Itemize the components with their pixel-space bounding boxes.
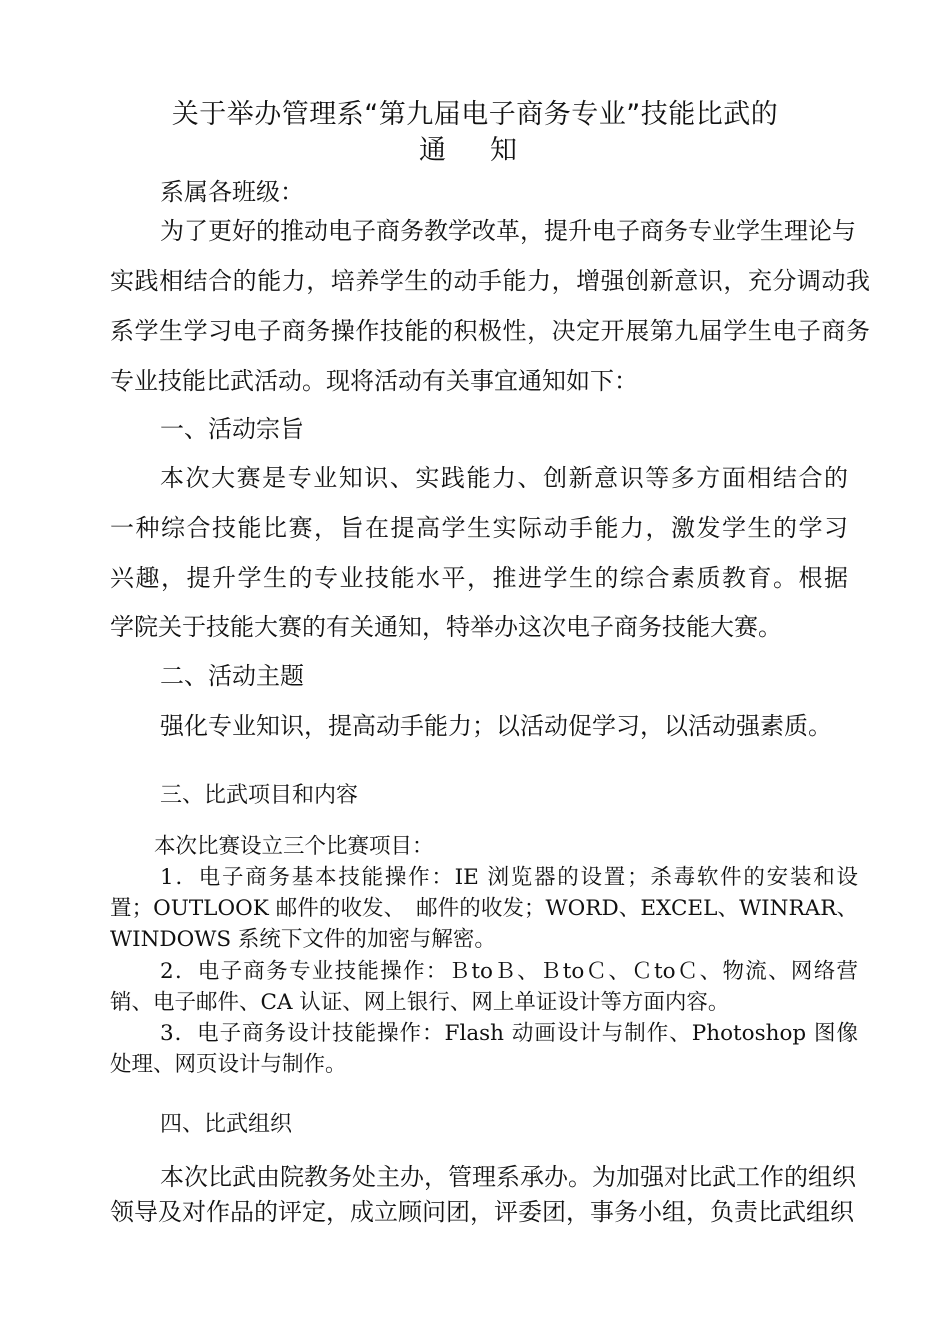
section-3-intro: 本次比赛设立三个比赛项目： (154, 834, 434, 859)
section-4-heading: 四、比武组织 (160, 1112, 293, 1137)
document-title-notice: 通知 (419, 135, 561, 166)
section-1-line-1: 本次大赛是专业知识、实践能力、创新意识等多方面相结合的 (160, 464, 848, 492)
section-4-line-2: 领导及对作品的评定，成立顾问团，评委团，事务小组，负责比武组织 (110, 1198, 854, 1226)
section-3-heading: 三、比武项目和内容 (160, 783, 359, 808)
intro-line-3: 系学生学习电子商务操作技能的积极性，决定开展第九届学生电子商务 (110, 317, 870, 345)
section-3-line-3: WINDOWS 系统下文件的加密与解密。 (110, 927, 496, 952)
intro-line-1: 为了更好的推动电子商务教学改革，提升电子商务专业学生理论与 (160, 217, 856, 245)
section-1-line-4: 学院关于技能大赛的有关通知，特举办这次电子商务技能大赛。 (110, 613, 782, 641)
section-3-line-4: 2．电子商务专业技能操作：ＢtoＢ、ＢtoＣ、ＣtoＣ、物流、网络营 (160, 959, 858, 984)
section-1-line-2: 一种综合技能比赛，旨在提高学生实际动手能力，激发学生的学习 (110, 514, 848, 542)
section-3-line-1: 1．电子商务基本技能操作：IE 浏览器的设置；杀毒软件的安装和设 (160, 865, 858, 890)
section-1-line-3: 兴趣，提升学生的专业技能水平，推进学生的综合素质教育。根据 (110, 564, 848, 592)
greeting: 系属各班级： (160, 178, 304, 206)
section-3-line-6: 3．电子商务设计技能操作：Flash 动画设计与制作、Photoshop 图像 (160, 1021, 858, 1046)
document-title: 关于举办管理系“第九届电子商务专业”技能比武的 (171, 99, 779, 130)
section-2-line-1: 强化专业知识，提高动手能力；以活动促学习，以活动强素质。 (160, 712, 832, 740)
intro-line-2: 实践相结合的能力，培养学生的动手能力，增强创新意识，充分调动我 (110, 267, 870, 295)
section-1-heading: 一、活动宗旨 (160, 415, 304, 443)
section-3-line-2: 置；OUTLOOK 邮件的收发、 邮件的收发；WORD、EXCEL、WINRAR、 (110, 896, 858, 921)
section-4-line-1: 本次比武由院教务处主办，管理系承办。为加强对比武工作的组织 (160, 1163, 856, 1191)
section-3-line-5: 销、电子邮件、CA 认证、网上银行、网上单证设计等方面内容。 (110, 990, 730, 1015)
section-3-line-7: 处理、网页设计与制作。 (110, 1052, 347, 1077)
section-2-heading: 二、活动主题 (160, 662, 304, 690)
intro-line-4: 专业技能比武活动。现将活动有关事宜通知如下： (110, 367, 638, 395)
